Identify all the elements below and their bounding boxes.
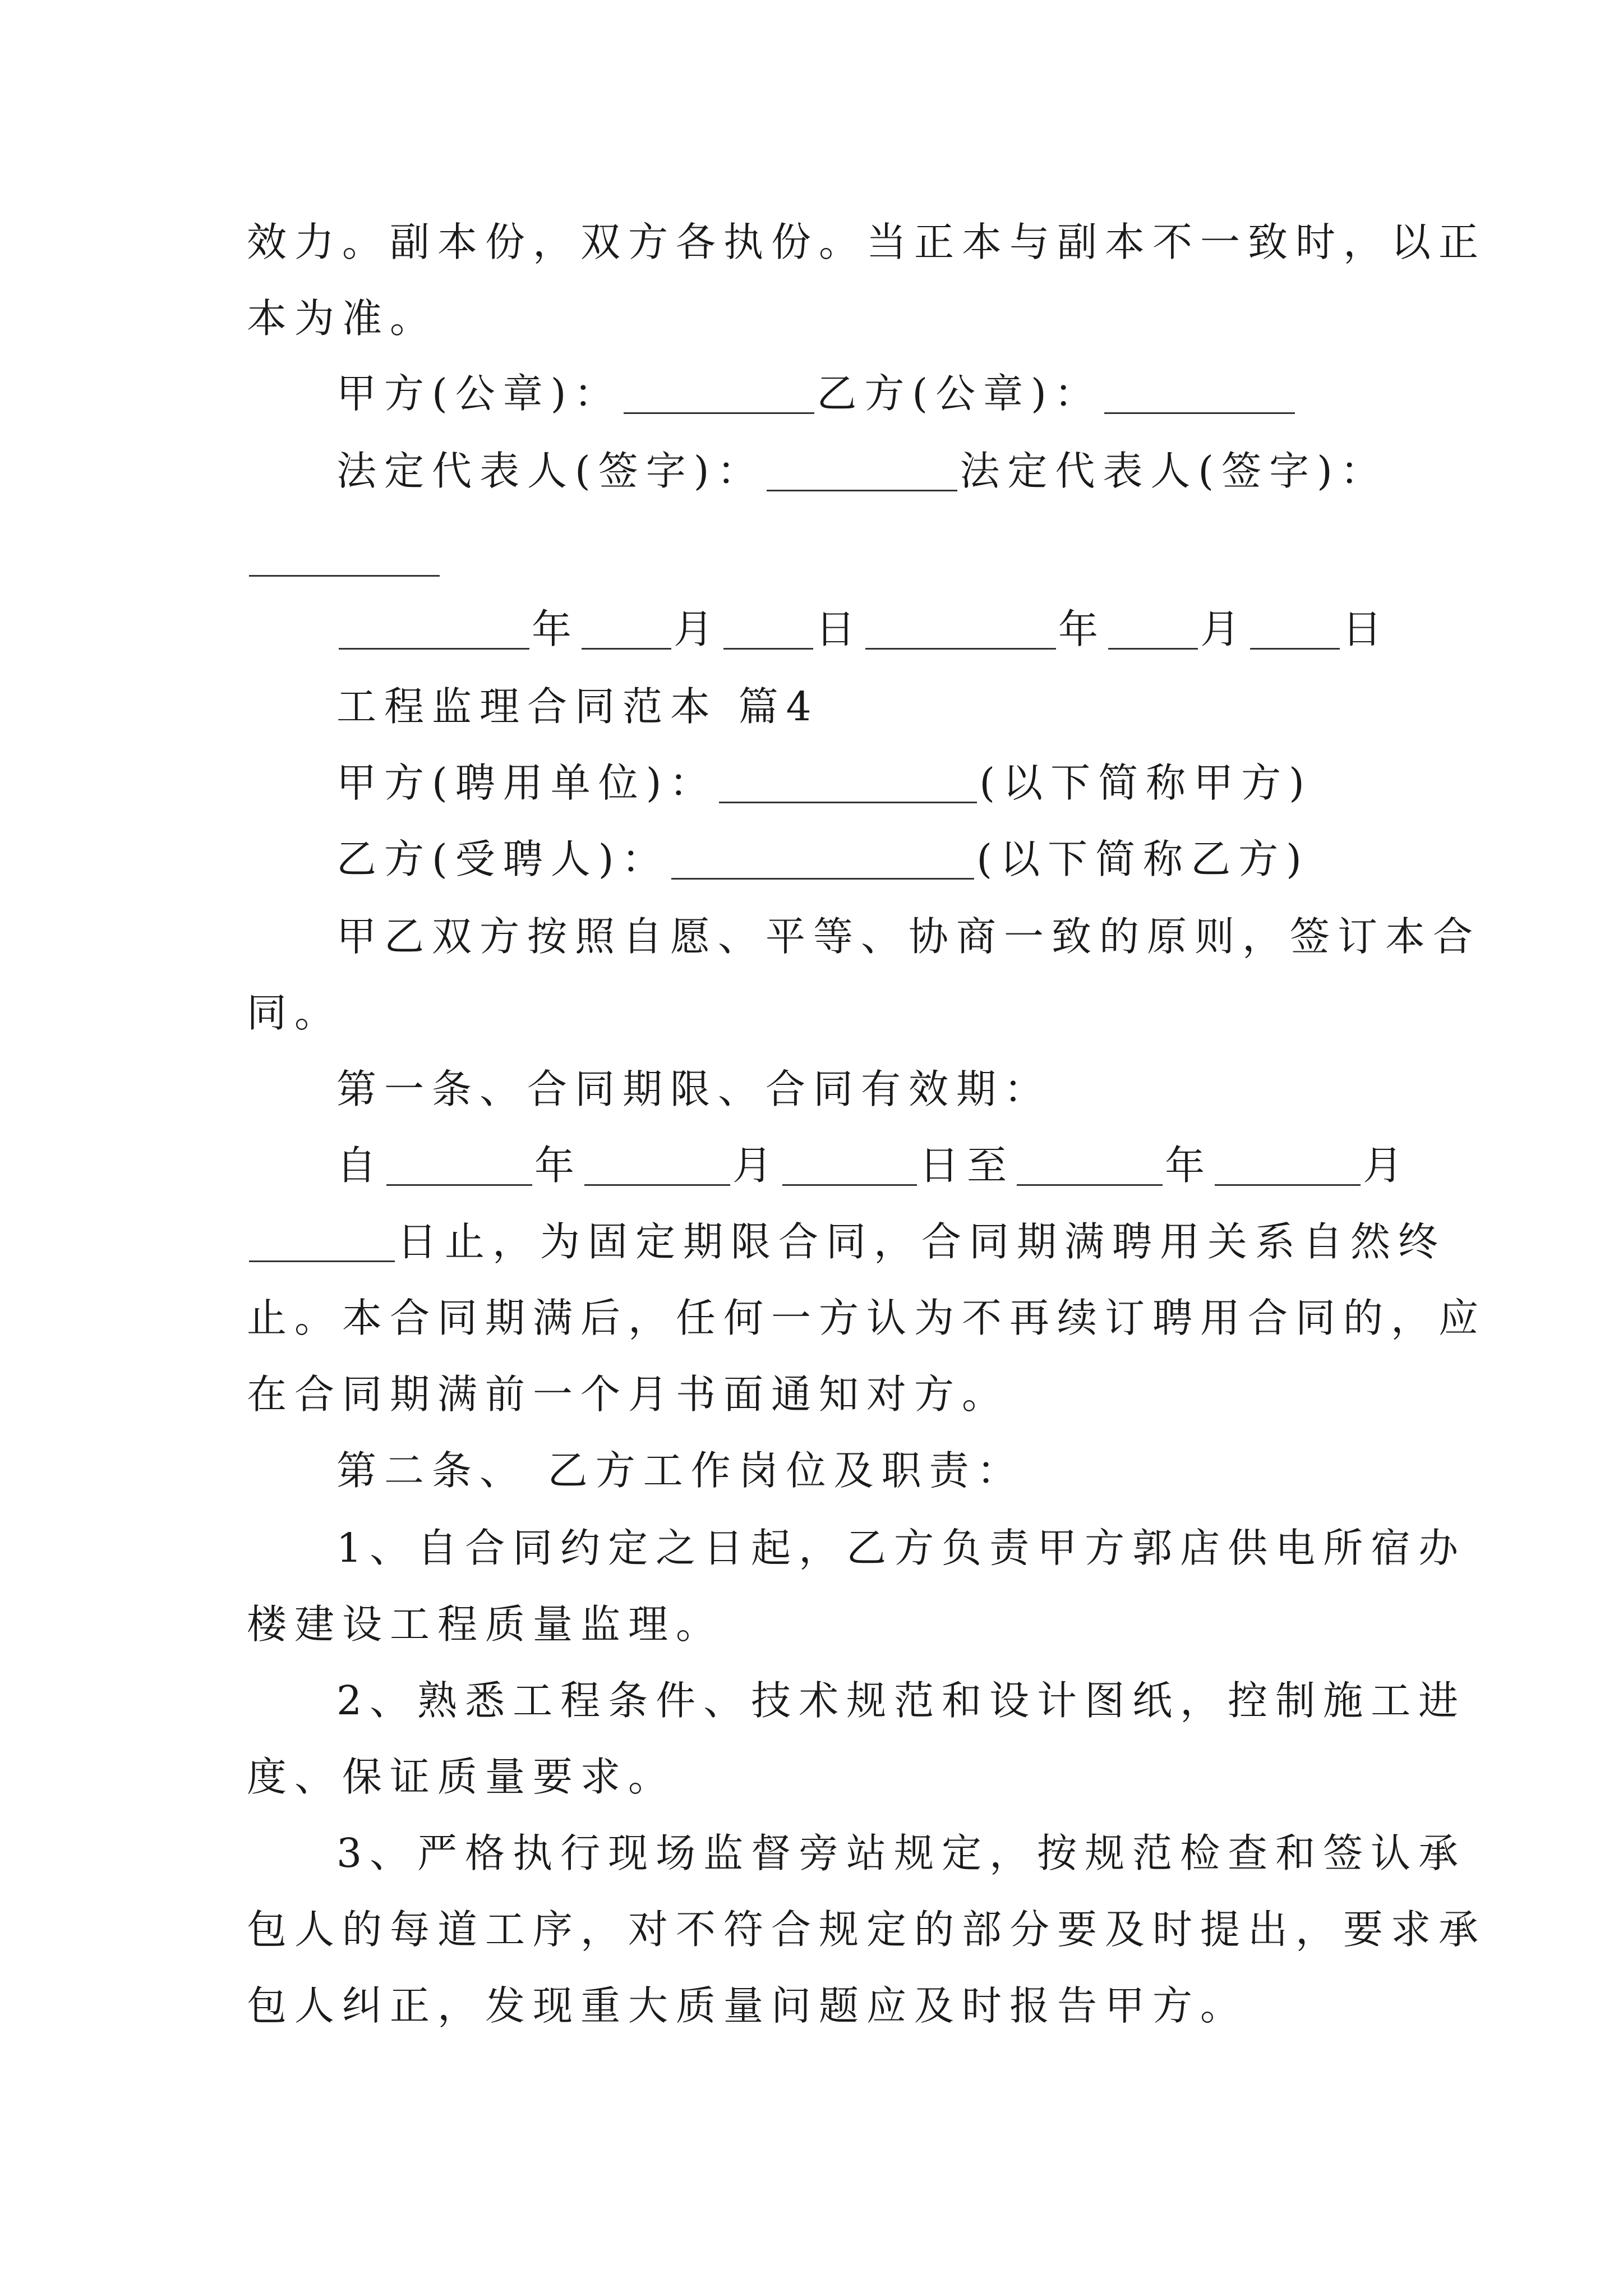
- paragraph-line: 在合同期满前一个月书面通知对方。: [247, 1371, 1010, 1418]
- blank-line: [1108, 648, 1198, 650]
- blank-line: [1017, 1184, 1163, 1186]
- paragraph-line: 2、熟悉工程条件、技术规范和设计图纸，控制施工进: [336, 1677, 1467, 1724]
- blank-line: [386, 1184, 532, 1186]
- party-a-seal-label: 甲方(公章)：: [336, 370, 622, 417]
- paragraph-line: 楼建设工程质量监理。: [247, 1601, 724, 1648]
- blank-line: [249, 575, 440, 577]
- term-line: 自 年 月 日至 年 月: [336, 1142, 1411, 1189]
- paragraph-line: 3、严格执行现场监督旁站规定，按规范检查和签认承: [336, 1830, 1467, 1876]
- blank-line: [339, 648, 529, 650]
- blank-line: [249, 1260, 395, 1262]
- blank-line: [584, 1184, 730, 1186]
- party-b-rep-label: 法定代表人(签字)：: [960, 448, 1388, 494]
- blank-line: [782, 1184, 917, 1186]
- signature-continuation: [0, 517, 1623, 596]
- seal-line: [0, 355, 1623, 433]
- paragraph-line: 日止，为固定期限合同，合同期满聘用关系自然终: [0, 1203, 1623, 1281]
- section-heading: 工程监理合同范本 篇4: [336, 683, 819, 730]
- paragraph-line: 度、保证质量要求。: [247, 1754, 676, 1800]
- paragraph-line: 止。本合同期满后，任何一方认为不再续订聘用合同的，应: [247, 1295, 1487, 1341]
- blank-line: [865, 648, 1056, 650]
- blank-line: [723, 648, 813, 650]
- blank-line: [1104, 412, 1295, 414]
- article-heading: 第二条、 乙方工作岗位及职责：: [336, 1447, 1025, 1494]
- paragraph-line: 本为准。: [247, 295, 438, 342]
- blank-line: [624, 412, 814, 414]
- blank-line: [1250, 648, 1340, 650]
- paragraph-line: 包人纠正，发现重大质量问题应及时报告甲方。: [247, 1982, 1248, 2029]
- blank-line: [767, 490, 957, 491]
- paragraph-line: 甲乙双方按照自愿、平等、协商一致的原则，签订本合: [336, 913, 1481, 960]
- paragraph-line: 效力。副本份，双方各执份。当正本与副本不一致时，以正: [247, 219, 1487, 265]
- paragraph-line: 同。: [247, 990, 343, 1036]
- paragraph-line: 1、自合同约定之日起，乙方负责甲方郭店供电所宿办: [336, 1525, 1467, 1571]
- party-b-seal-label: 乙方(公章)：: [817, 370, 1102, 417]
- signature-line: [0, 432, 1623, 510]
- party-a-line: 甲方(聘用单位)： (以下简称甲方): [336, 760, 1312, 806]
- blank-line: [1215, 1184, 1361, 1186]
- paragraph-line: 包人的每道工序，对不符合规定的部分要及时提出，要求承: [247, 1906, 1487, 1953]
- blank-line: [719, 802, 977, 803]
- party-b-line: 乙方(受聘人)： (以下简称乙方): [336, 836, 1310, 882]
- party-a-rep-label: 法定代表人(签字)：: [336, 448, 765, 494]
- blank-line: [671, 878, 974, 880]
- article-heading: 第一条、合同期限、合同有效期：: [336, 1066, 1052, 1112]
- blank-line: [582, 648, 671, 650]
- date-line: 年 月 日 年 月 日: [0, 590, 1623, 669]
